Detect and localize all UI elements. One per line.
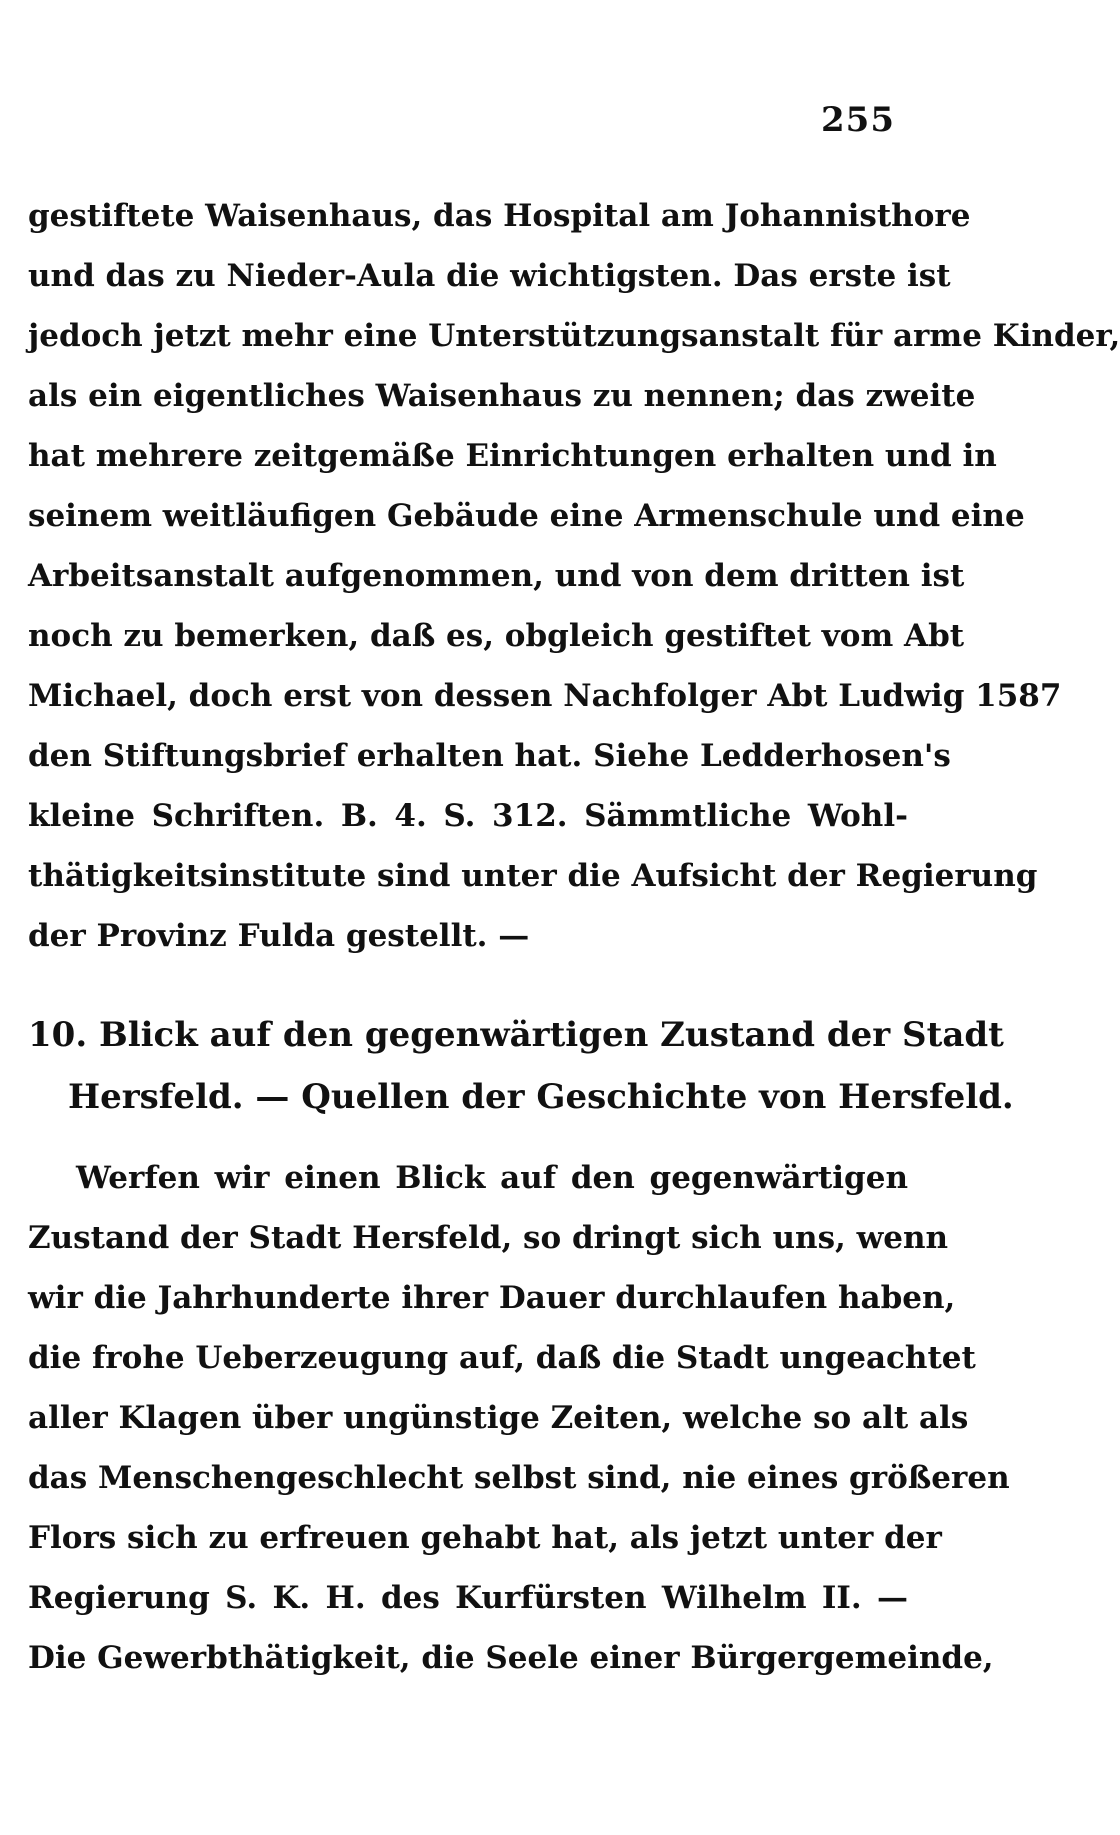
text-line: seinem weitläufigen Gebäude eine Armenschule und eine bbox=[28, 498, 1025, 534]
paragraph-current-state bbox=[28, 1148, 1010, 1688]
text-line: aller Klagen über ungünstige Zeiten, welche so alt als bbox=[28, 1400, 969, 1436]
page-number: 255 bbox=[821, 100, 895, 140]
text-line: jedoch jetzt mehr eine Unterstützungsanstalt für arme Kinder, bbox=[28, 318, 1120, 354]
text-line: Michael, doch erst von dessen Nachfolger Abt Ludwig 1587 bbox=[28, 678, 1062, 714]
text-line: wir die Jahrhunderte ihrer Dauer durchlaufen haben, bbox=[28, 1280, 956, 1316]
text-line: noch zu bemerken, daß es, obgleich gestiftet vom Abt bbox=[28, 618, 965, 654]
section-heading-line: Hersfeld. — Quellen der Geschichte von Hersfeld. bbox=[68, 1077, 1014, 1117]
text-line: kleine Schriften. B. 4. S. 312. Sämmtliche Wohl- bbox=[28, 798, 908, 834]
text-line: Werfen wir einen Blick auf den gegenwärtigen bbox=[76, 1160, 908, 1196]
text-line: Flors sich zu erfreuen gehabt hat, als jetzt unter der bbox=[28, 1520, 942, 1556]
text-line: Regierung S. K. H. des Kurfürsten Wilhelm II. — bbox=[28, 1580, 908, 1616]
text-line: gestiftete Waisenhaus, das Hospital am Johannisthore bbox=[28, 198, 971, 234]
text-line: Zustand der Stadt Hersfeld, so dringt sich uns, wenn bbox=[28, 1220, 949, 1256]
text-line: als ein eigentliches Waisenhaus zu nennen; das zweite bbox=[28, 378, 976, 414]
text-line: das Menschengeschlecht selbst sind, nie eines größeren bbox=[28, 1460, 1010, 1496]
text-line: Die Gewerbthätigkeit, die Seele einer Bürgergemeinde, bbox=[28, 1640, 994, 1676]
text-line: die frohe Ueberzeugung auf, daß die Stadt ungeachtet bbox=[28, 1340, 976, 1376]
paragraph-charitable-institutions bbox=[28, 186, 1120, 966]
text-line: hat mehrere zeitgemäße Einrichtungen erhalten und in bbox=[28, 438, 997, 474]
section-heading-line: 10. Blick auf den gegenwärtigen Zustand der Stadt bbox=[28, 1015, 1004, 1055]
text-line: und das zu Nieder-Aula die wichtigsten. Das erste ist bbox=[28, 258, 951, 294]
text-line: den Stiftungsbrief erhalten hat. Siehe Ledderhosen's bbox=[28, 738, 951, 774]
text-line: der Provinz Fulda gestellt. — bbox=[28, 918, 530, 954]
text-line: thätigkeitsinstitute sind unter die Aufsicht der Regierung bbox=[28, 858, 1038, 894]
text-line: Arbeitsanstalt aufgenommen, und von dem dritten ist bbox=[28, 558, 965, 594]
section-heading bbox=[28, 1004, 1014, 1128]
